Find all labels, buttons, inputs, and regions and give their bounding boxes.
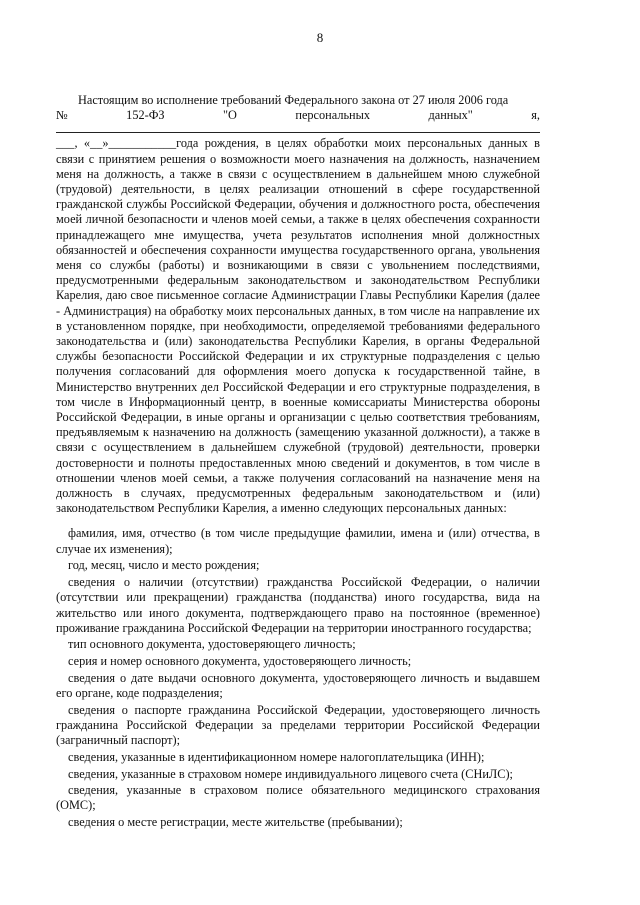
consent-intro-line: Настоящим во исполнение требований Федерального закона от 27 июля 2006 года <box>78 93 509 107</box>
law-number: 152-ФЗ <box>126 108 165 123</box>
law-title-part: "О <box>223 108 237 123</box>
law-reference-line <box>56 108 540 123</box>
list-item: сведения, указанные в страховом номере индивидуального лицевого счета (СНиЛС); <box>68 766 513 781</box>
page-number: 8 <box>316 30 324 45</box>
personal-data-list <box>56 526 540 830</box>
law-number-sign: № <box>56 108 68 123</box>
list-item: серия и номер основного документа, удостоверяющего личность; <box>68 654 412 669</box>
list-item: сведения о паспорте гражданина Российской Федерации, удостоверяющего личность гражданина Российской Федерации за пределами территории Российской Федерации (заграничный паспорт); <box>56 702 540 748</box>
law-title-part: данных" <box>428 108 473 123</box>
list-item: тип основного документа, удостоверяющего личность; <box>68 637 356 652</box>
spacer <box>56 516 540 526</box>
list-item: фамилия, имя, отчество (в том числе предыдущие фамилии, имена и (или) отчества, в случае их изменения); <box>56 526 540 556</box>
list-item: сведения, указанные в идентификационном номере налогоплательщика (ИНН); <box>68 749 485 764</box>
law-title-part: персональных <box>295 108 371 123</box>
list-item: сведения о месте регистрации, месте жительстве (пребывании); <box>68 815 403 830</box>
list-item: сведения, указанные в страховом полисе обязательного медицинского страхования (ОМС); <box>56 783 540 813</box>
pronoun-i: я, <box>531 108 540 123</box>
document-body <box>56 93 540 832</box>
list-item: год, месяц, число и место рождения; <box>68 558 260 573</box>
list-item: сведения о наличии (отсутствии) гражданства Российской Федерации, о наличии (отсутствии или прекращении) гражданства (подданства) иного государства, вида на жительство или иного документа, подтверждающего право на постоянное (временное) проживание гражданина Российской Федерации на территории иностранного государства; <box>56 575 540 635</box>
consent-paragraph: ___, «__»___________года рождения, в целях обработки моих персональных данных в связи с принятием решения о возможности моего назначения на должность, назначением меня на должность, а также в связи с осуществлением в дальнейшем мною служебной (трудовой) деятельности, в целях реализации отношений в сфере государственной гражданской службы Российской Федерации, обучения и должностного роста, обеспечения моей личной безопасности и членов моей семьи, а также в целях обеспечения сохранности принадлежащего мне имущества, учета результатов исполнения мной должностных обязанностей и обеспечения сохранности имущества государственного органа, увольнения меня со службы (работы) и возникающими в связи с увольнением последствиями, предусмотренными федеральным законодательством и законодательством Республики Карелия, даю свое письменное согласие Администрации Главы Республики Карелия (далее - Администрация) на обработку моих персональных данных, в том числе на направление их в установленном порядке, при необходимости, определяемой требованиями федерального законодательства и (или) законодательства Республики Карелия, в органы Федеральной службы безопасности Российской Федерации и их структурные подразделения с целью получения согласований для оформления моего допуска к государственной тайне, в Министерство внутренних дел Российской Федерации и его структурные подразделения, в том числе в Информационный центр, в военные комиссариаты Министерства обороны Российской Федерации, в иные органы и организации с целью соответствия требованиям, предъявляемым к назначению на должность (замещению указанной должности), а также в связи с осуществлением в дальнейшем служебной (трудовой) деятельности, проверки достоверности и полноты предоставленных мною сведений и документов, в том числе в отношении членов моей семьи, а также получения согласований на назначение меня на должность в случаях, предусмотренных федеральным законодательством и (или) законодательством Республики Карелия, а именно следующих персональных данных: <box>56 136 540 516</box>
list-item: сведения о дате выдачи основного документа, удостоверяющего личность и выдавшем его органе, коде подразделения; <box>56 670 540 701</box>
name-fill-line <box>56 123 540 133</box>
